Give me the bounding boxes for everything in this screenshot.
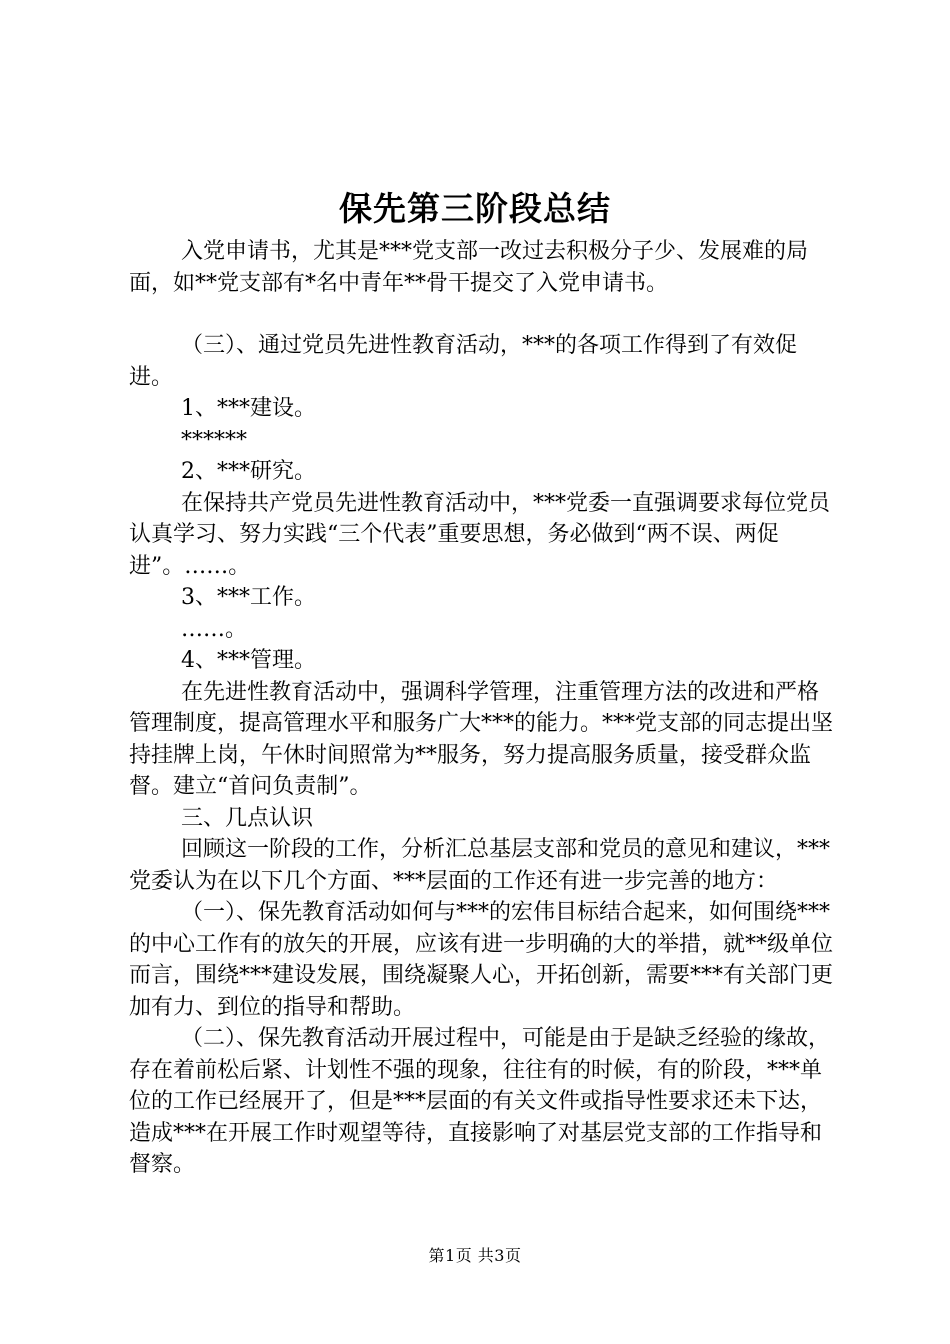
- item-3-content: ……。: [181, 616, 248, 642]
- item-2-heading: 2、***研究。: [181, 459, 316, 484]
- point-two-paragraph: （二）、保先教育活动开展过程中，可能是由于是缺乏经验的缘故，存在着前松后紧、计划性不强的现象，往往有的时候，有的阶段，***单位的工作已经展开了，但是***层面的有关文件或指导性要求还未下达，造成***在开展工作时观望等待，直接影响了对基层党支部的工作指导和督察。: [129, 1026, 831, 1177]
- item-4-content: 在先进性教育活动中，强调科学管理，注重管理方法的改进和严格管理制度，提高管理水平和服务广大***的能力。***党支部的同志提出坚持挂牌上岗，午休时间照常为**服务，努力提高服务质量，接受群众监督。建立“首问负责制”。: [129, 679, 834, 799]
- review-paragraph: 回顾这一阶段的工作，分析汇总基层支部和党员的意见和建议，***党委认为在以下几个方面、***层面的工作还有进一步完善的地方：: [129, 837, 831, 894]
- paragraph-spacer: [129, 299, 833, 330]
- page-number-footer: 第1页 共3页: [428, 1246, 522, 1265]
- paragraph-section-three: （三）、通过党员先进性教育活动，***的各项工作得到了有效促进。: [129, 333, 798, 390]
- document-body: [129, 236, 833, 1181]
- point-one-paragraph: （一）、保先教育活动如何与***的宏伟目标结合起来，如何围绕***的中心工作有的放矢的开展，应该有进一步明确的大的举措，就**级单位而言，围绕***建设发展，围绕凝聚人心，开拓创新，需要***有关部门更加有力、到位的指导和帮助。: [129, 900, 834, 1020]
- paragraph-application: 入党申请书，尤其是***党支部一改过去积极分子少、发展难的局面，如**党支部有*名中青年**骨干提交了入党申请书。: [129, 239, 809, 296]
- document-title: 保先第三阶段总结: [339, 189, 611, 228]
- item-2-content: 在保持共产党员先进性教育活动中，***党委一直强调要求每位党员认真学习、努力实践“三个代表”重要思想，务必做到“两不误、两促进”。……。: [129, 490, 831, 579]
- section-three-heading: 三、几点认识: [181, 805, 314, 831]
- item-4-heading: 4、***管理。: [181, 648, 316, 673]
- item-3-heading: 3、***工作。: [181, 585, 316, 610]
- item-1-heading: 1、***建设。: [181, 396, 316, 421]
- item-1-content: ******: [181, 427, 247, 453]
